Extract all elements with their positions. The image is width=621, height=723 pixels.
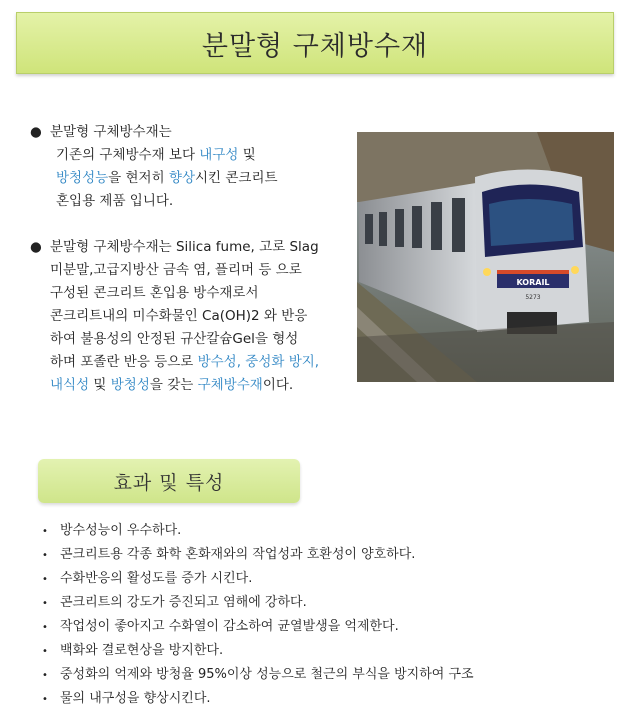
bullet-icon: • [42, 526, 48, 537]
title-banner [16, 12, 614, 74]
train-number: 5273 [525, 294, 541, 301]
body-text: 하여 불용성의 안정된 규산칼슘Gel을 형성 [50, 331, 299, 347]
body-text: 혼입용 제품 입니다. [56, 193, 174, 209]
body-text: 시킨 콘크리트 [195, 170, 278, 186]
effects-heading: 효과 및 특성 [113, 471, 225, 494]
highlight-text: 방청성능 [56, 170, 109, 186]
highlight-text: 구체방수재 [197, 377, 263, 393]
intro-line [30, 167, 278, 190]
intro-line [30, 144, 278, 167]
bullet-icon: • [42, 622, 48, 633]
page-title: 분말형 구체방수재 [201, 30, 429, 62]
intro-paragraph [30, 121, 278, 213]
effect-item [42, 687, 474, 711]
highlight-text: 내구성 [199, 147, 239, 163]
effect-text: 중성화의 억제와 방청율 95%이상 성능으로 철근의 부식을 방지하여 구조 [60, 667, 474, 682]
bullet-icon: • [42, 670, 48, 681]
bullet-icon: ● [30, 239, 42, 255]
composition-line [30, 282, 319, 305]
body-text: 하며 포졸란 반응 등으로 [50, 354, 198, 370]
highlight-text: 방수성, 중성화 방지, [197, 354, 320, 370]
effect-item [42, 543, 474, 567]
body-text: 을 갖는 [149, 377, 198, 393]
body-text: 구성된 콘크리트 혼입용 방수재로서 [50, 285, 259, 301]
effect-item [42, 591, 474, 615]
train-image [357, 132, 614, 382]
bullet-icon: • [42, 598, 48, 609]
composition-paragraph [30, 236, 319, 397]
composition-line [30, 259, 319, 282]
effect-text: 작업성이 좋아지고 수화열이 감소하여 균열발생을 억제한다. [60, 619, 399, 634]
effect-item [42, 639, 474, 663]
effect-item [42, 615, 474, 639]
effects-heading-box [38, 459, 300, 503]
effect-item [42, 519, 474, 543]
composition-line [30, 236, 319, 259]
body-text: 이다. [262, 377, 294, 393]
effects-list [42, 519, 474, 711]
highlight-text: 내식성 [50, 377, 90, 393]
bullet-icon: • [42, 646, 48, 657]
body-text: 콘크리트내의 미수화물인 Ca(OH)2 와 반응 [50, 308, 308, 324]
body-text: 및 [238, 147, 256, 163]
effect-text: 콘크리트용 각종 화학 혼화재와의 작업성과 호환성이 양호하다. [60, 547, 416, 562]
composition-line [30, 328, 319, 351]
composition-line [30, 374, 319, 397]
highlight-text: 방청성 [110, 377, 150, 393]
body-text: 을 현저히 [108, 170, 169, 186]
effect-text: 백화와 결로현상을 방지한다. [60, 643, 224, 658]
train-logo: KORAIL [516, 278, 550, 287]
effect-item [42, 567, 474, 591]
bullet-icon: • [42, 550, 48, 561]
body-text: 분말형 구체방수재는 [50, 124, 172, 140]
composition-line [30, 351, 319, 374]
bullet-icon: ● [30, 124, 42, 140]
intro-line [30, 190, 278, 213]
body-text: 분말형 구체방수재는 Silica fume, 고로 Slag [50, 239, 319, 255]
body-text: 및 [89, 377, 111, 393]
body-text: 미분말,고급지방산 금속 염, 플리머 등 으로 [50, 262, 302, 278]
effect-text: 방수성능이 우수하다. [60, 523, 182, 538]
intro-line [30, 121, 278, 144]
effect-text: 물의 내구성을 향상시킨다. [60, 691, 211, 706]
train-photo [357, 132, 614, 382]
body-text: 기존의 구체방수재 보다 [56, 147, 200, 163]
bullet-icon: • [42, 694, 48, 705]
bullet-icon: • [42, 574, 48, 585]
highlight-text: 향상 [168, 170, 196, 186]
effect-text: 콘크리트의 강도가 증진되고 염해에 강하다. [60, 595, 307, 610]
composition-line [30, 305, 319, 328]
effect-text: 수화반응의 활성도를 증가 시킨다. [60, 571, 253, 586]
effect-item [42, 663, 474, 687]
